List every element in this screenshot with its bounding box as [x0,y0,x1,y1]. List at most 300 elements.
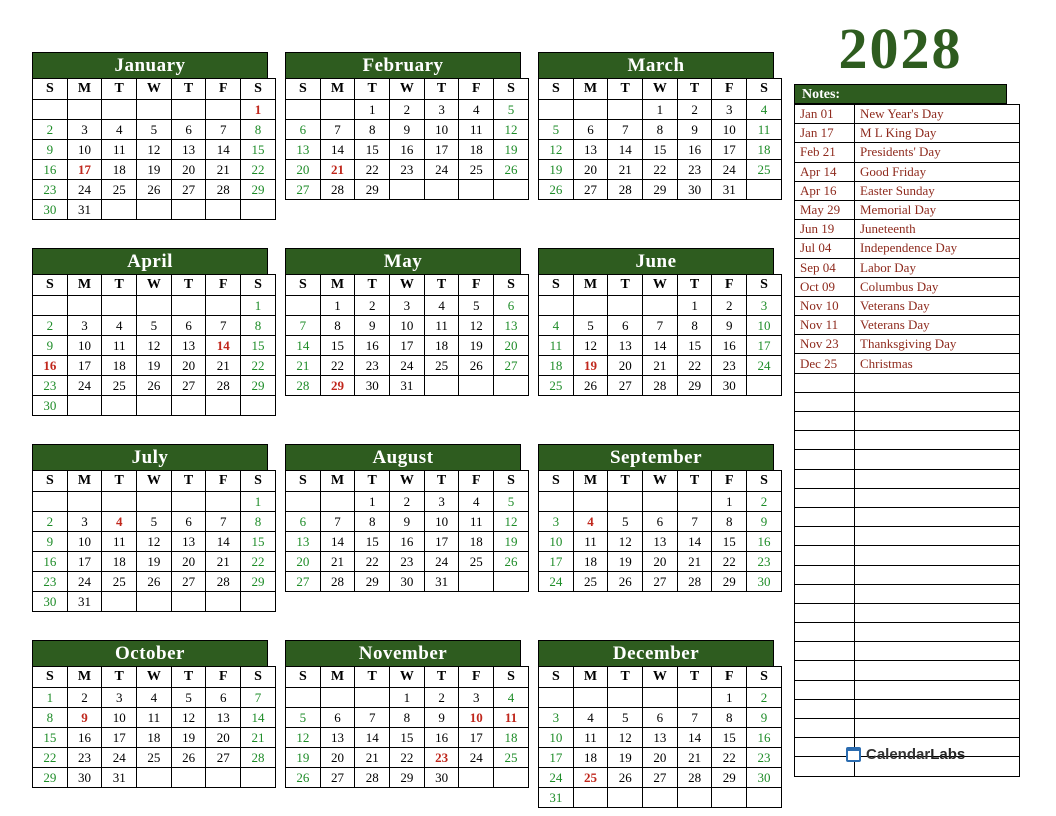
day-cell[interactable]: 26 [137,572,172,592]
day-cell[interactable]: 7 [355,708,390,728]
day-cell[interactable]: 9 [67,708,102,728]
day-cell[interactable]: 28 [206,180,241,200]
day-cell[interactable]: 29 [677,376,712,396]
day-cell[interactable]: 3 [424,492,459,512]
day-cell[interactable]: 1 [241,296,276,316]
day-cell[interactable]: 10 [67,140,102,160]
day-cell[interactable]: 5 [137,316,172,336]
day-cell[interactable]: 25 [573,572,608,592]
day-cell[interactable]: 3 [424,100,459,120]
day-cell[interactable]: 30 [67,768,102,788]
note-name[interactable]: Veterans Day [855,296,1020,315]
day-cell[interactable]: 10 [390,316,425,336]
day-cell[interactable]: 24 [67,572,102,592]
day-cell[interactable]: 22 [320,356,355,376]
day-cell[interactable]: 2 [33,316,68,336]
day-cell[interactable]: 21 [320,160,355,180]
note-date[interactable] [795,565,855,584]
day-cell[interactable]: 18 [102,160,137,180]
note-date[interactable] [795,680,855,699]
day-cell[interactable]: 16 [747,532,782,552]
day-cell[interactable]: 29 [390,768,425,788]
note-name[interactable] [855,488,1020,507]
day-cell[interactable]: 25 [137,748,172,768]
day-cell[interactable]: 9 [390,512,425,532]
note-name[interactable]: Veterans Day [855,316,1020,335]
day-cell[interactable]: 30 [747,572,782,592]
day-cell[interactable]: 24 [712,160,747,180]
day-cell[interactable]: 6 [494,296,529,316]
note-date[interactable] [795,469,855,488]
day-cell[interactable]: 3 [67,316,102,336]
day-cell[interactable]: 3 [102,688,137,708]
day-cell[interactable]: 10 [102,708,137,728]
day-cell[interactable]: 21 [320,552,355,572]
note-date[interactable]: Nov 23 [795,335,855,354]
day-cell[interactable]: 25 [102,376,137,396]
day-cell[interactable]: 18 [102,356,137,376]
day-cell[interactable]: 6 [643,708,678,728]
day-cell[interactable]: 25 [573,768,608,788]
day-cell[interactable]: 16 [33,356,68,376]
day-cell[interactable]: 20 [573,160,608,180]
day-cell[interactable]: 20 [286,552,321,572]
day-cell[interactable]: 30 [390,572,425,592]
day-cell[interactable]: 4 [459,492,494,512]
day-cell[interactable]: 15 [320,336,355,356]
day-cell[interactable]: 13 [171,336,206,356]
day-cell[interactable]: 7 [677,708,712,728]
note-name[interactable]: New Year's Day [855,105,1020,124]
day-cell[interactable]: 26 [494,160,529,180]
day-cell[interactable]: 23 [390,552,425,572]
note-date[interactable]: Jun 19 [795,220,855,239]
day-cell[interactable]: 25 [747,160,782,180]
day-cell[interactable]: 19 [608,748,643,768]
note-name[interactable] [855,450,1020,469]
day-cell[interactable]: 30 [747,768,782,788]
day-cell[interactable]: 15 [643,140,678,160]
day-cell[interactable]: 1 [33,688,68,708]
day-cell[interactable]: 12 [459,316,494,336]
day-cell[interactable]: 12 [494,120,529,140]
day-cell[interactable]: 15 [712,532,747,552]
day-cell[interactable]: 31 [712,180,747,200]
day-cell[interactable]: 2 [33,512,68,532]
day-cell[interactable]: 22 [712,748,747,768]
day-cell[interactable]: 4 [494,688,529,708]
day-cell[interactable]: 3 [539,512,574,532]
day-cell[interactable]: 29 [712,768,747,788]
day-cell[interactable]: 11 [494,708,529,728]
day-cell[interactable]: 30 [33,200,68,220]
day-cell[interactable]: 16 [390,140,425,160]
day-cell[interactable]: 21 [608,160,643,180]
day-cell[interactable]: 20 [171,160,206,180]
day-cell[interactable]: 31 [539,788,574,808]
day-cell[interactable]: 10 [539,532,574,552]
day-cell[interactable]: 18 [573,552,608,572]
day-cell[interactable]: 22 [241,160,276,180]
day-cell[interactable]: 11 [459,120,494,140]
day-cell[interactable]: 27 [494,356,529,376]
day-cell[interactable]: 3 [67,512,102,532]
day-cell[interactable]: 8 [355,120,390,140]
day-cell[interactable]: 29 [355,180,390,200]
day-cell[interactable]: 27 [171,376,206,396]
day-cell[interactable]: 18 [459,532,494,552]
day-cell[interactable]: 7 [320,120,355,140]
day-cell[interactable]: 27 [608,376,643,396]
note-name[interactable] [855,642,1020,661]
day-cell[interactable]: 21 [241,728,276,748]
day-cell[interactable]: 5 [494,492,529,512]
day-cell[interactable]: 28 [677,768,712,788]
note-date[interactable]: May 29 [795,200,855,219]
day-cell[interactable]: 13 [171,140,206,160]
day-cell[interactable]: 24 [67,180,102,200]
day-cell[interactable]: 1 [355,492,390,512]
note-name[interactable]: M L King Day [855,124,1020,143]
day-cell[interactable]: 21 [643,356,678,376]
day-cell[interactable]: 27 [171,180,206,200]
day-cell[interactable]: 22 [241,552,276,572]
note-date[interactable] [795,584,855,603]
day-cell[interactable]: 6 [171,316,206,336]
note-date[interactable] [795,392,855,411]
day-cell[interactable]: 19 [459,336,494,356]
day-cell[interactable]: 22 [677,356,712,376]
day-cell[interactable]: 17 [67,160,102,180]
day-cell[interactable]: 26 [539,180,574,200]
day-cell[interactable]: 21 [355,748,390,768]
day-cell[interactable]: 27 [171,572,206,592]
note-date[interactable] [795,719,855,738]
note-date[interactable] [795,623,855,642]
day-cell[interactable]: 26 [171,748,206,768]
day-cell[interactable]: 19 [539,160,574,180]
day-cell[interactable]: 22 [355,160,390,180]
day-cell[interactable]: 30 [355,376,390,396]
day-cell[interactable]: 7 [677,512,712,532]
day-cell[interactable]: 4 [573,512,608,532]
day-cell[interactable]: 19 [573,356,608,376]
day-cell[interactable]: 15 [241,532,276,552]
day-cell[interactable]: 29 [355,572,390,592]
day-cell[interactable]: 4 [573,708,608,728]
day-cell[interactable]: 27 [286,180,321,200]
day-cell[interactable]: 22 [390,748,425,768]
day-cell[interactable]: 7 [206,316,241,336]
day-cell[interactable]: 26 [608,768,643,788]
day-cell[interactable]: 2 [424,688,459,708]
day-cell[interactable]: 4 [137,688,172,708]
day-cell[interactable]: 13 [171,532,206,552]
day-cell[interactable]: 2 [677,100,712,120]
day-cell[interactable]: 17 [539,748,574,768]
day-cell[interactable]: 8 [241,316,276,336]
day-cell[interactable]: 24 [539,572,574,592]
day-cell[interactable]: 5 [608,512,643,532]
day-cell[interactable]: 8 [712,708,747,728]
day-cell[interactable]: 20 [171,356,206,376]
day-cell[interactable]: 26 [494,552,529,572]
day-cell[interactable]: 14 [677,532,712,552]
day-cell[interactable]: 9 [390,120,425,140]
day-cell[interactable]: 31 [67,592,102,612]
day-cell[interactable]: 28 [206,376,241,396]
day-cell[interactable]: 28 [320,180,355,200]
day-cell[interactable]: 22 [712,552,747,572]
day-cell[interactable]: 28 [320,572,355,592]
day-cell[interactable]: 9 [33,140,68,160]
day-cell[interactable]: 23 [712,356,747,376]
day-cell[interactable]: 5 [137,512,172,532]
day-cell[interactable]: 10 [67,336,102,356]
day-cell[interactable]: 20 [206,728,241,748]
day-cell[interactable]: 11 [102,532,137,552]
day-cell[interactable]: 9 [355,316,390,336]
day-cell[interactable]: 14 [241,708,276,728]
day-cell[interactable]: 30 [677,180,712,200]
day-cell[interactable]: 24 [67,376,102,396]
day-cell[interactable]: 7 [608,120,643,140]
day-cell[interactable]: 19 [286,748,321,768]
day-cell[interactable]: 25 [494,748,529,768]
day-cell[interactable]: 12 [608,728,643,748]
day-cell[interactable]: 2 [355,296,390,316]
day-cell[interactable]: 14 [677,728,712,748]
day-cell[interactable]: 28 [355,768,390,788]
day-cell[interactable]: 12 [137,532,172,552]
day-cell[interactable]: 28 [241,748,276,768]
day-cell[interactable]: 6 [286,512,321,532]
day-cell[interactable]: 31 [424,572,459,592]
day-cell[interactable]: 19 [494,140,529,160]
day-cell[interactable]: 21 [206,356,241,376]
day-cell[interactable]: 4 [539,316,574,336]
day-cell[interactable]: 13 [573,140,608,160]
note-name[interactable] [855,431,1020,450]
note-name[interactable] [855,699,1020,718]
day-cell[interactable]: 26 [608,572,643,592]
day-cell[interactable]: 3 [459,688,494,708]
day-cell[interactable]: 1 [712,492,747,512]
day-cell[interactable]: 26 [573,376,608,396]
day-cell[interactable]: 27 [320,768,355,788]
day-cell[interactable]: 19 [608,552,643,572]
day-cell[interactable]: 7 [320,512,355,532]
day-cell[interactable]: 9 [424,708,459,728]
day-cell[interactable]: 26 [137,376,172,396]
day-cell[interactable]: 29 [241,180,276,200]
day-cell[interactable]: 3 [67,120,102,140]
day-cell[interactable]: 25 [459,160,494,180]
day-cell[interactable]: 17 [539,552,574,572]
day-cell[interactable]: 12 [137,336,172,356]
day-cell[interactable]: 15 [677,336,712,356]
note-name[interactable]: Columbus Day [855,277,1020,296]
day-cell[interactable]: 21 [677,748,712,768]
day-cell[interactable]: 19 [137,356,172,376]
day-cell[interactable]: 9 [712,316,747,336]
day-cell[interactable]: 27 [643,768,678,788]
day-cell[interactable]: 23 [747,748,782,768]
day-cell[interactable]: 11 [573,532,608,552]
day-cell[interactable]: 24 [424,160,459,180]
day-cell[interactable]: 16 [355,336,390,356]
day-cell[interactable]: 23 [424,748,459,768]
day-cell[interactable]: 1 [241,492,276,512]
note-date[interactable]: Dec 25 [795,354,855,373]
day-cell[interactable]: 21 [206,160,241,180]
note-date[interactable] [795,527,855,546]
day-cell[interactable]: 17 [747,336,782,356]
day-cell[interactable]: 6 [608,316,643,336]
day-cell[interactable]: 11 [747,120,782,140]
day-cell[interactable]: 26 [286,768,321,788]
day-cell[interactable]: 17 [424,532,459,552]
day-cell[interactable]: 31 [390,376,425,396]
day-cell[interactable]: 9 [33,336,68,356]
day-cell[interactable]: 23 [33,572,68,592]
day-cell[interactable]: 23 [67,748,102,768]
note-name[interactable] [855,623,1020,642]
day-cell[interactable]: 4 [459,100,494,120]
day-cell[interactable]: 8 [320,316,355,336]
note-name[interactable]: Christmas [855,354,1020,373]
note-date[interactable]: Oct 09 [795,277,855,296]
day-cell[interactable]: 4 [424,296,459,316]
day-cell[interactable]: 3 [390,296,425,316]
day-cell[interactable]: 22 [241,356,276,376]
day-cell[interactable]: 15 [241,336,276,356]
note-date[interactable] [795,661,855,680]
day-cell[interactable]: 20 [286,160,321,180]
day-cell[interactable]: 20 [494,336,529,356]
day-cell[interactable]: 29 [643,180,678,200]
day-cell[interactable]: 11 [424,316,459,336]
day-cell[interactable]: 13 [320,728,355,748]
day-cell[interactable]: 23 [677,160,712,180]
day-cell[interactable]: 25 [539,376,574,396]
note-name[interactable] [855,680,1020,699]
note-date[interactable]: Nov 10 [795,296,855,315]
day-cell[interactable]: 15 [355,532,390,552]
day-cell[interactable]: 15 [33,728,68,748]
day-cell[interactable]: 22 [33,748,68,768]
day-cell[interactable]: 18 [137,728,172,748]
note-date[interactable] [795,699,855,718]
day-cell[interactable]: 24 [424,552,459,572]
day-cell[interactable]: 29 [33,768,68,788]
day-cell[interactable]: 12 [171,708,206,728]
day-cell[interactable]: 17 [67,552,102,572]
note-date[interactable]: Sep 04 [795,258,855,277]
note-date[interactable] [795,488,855,507]
day-cell[interactable]: 29 [712,572,747,592]
day-cell[interactable]: 7 [286,316,321,336]
day-cell[interactable]: 28 [643,376,678,396]
note-date[interactable] [795,412,855,431]
day-cell[interactable]: 20 [643,748,678,768]
day-cell[interactable]: 8 [355,512,390,532]
day-cell[interactable]: 4 [102,512,137,532]
day-cell[interactable]: 16 [390,532,425,552]
day-cell[interactable]: 27 [286,572,321,592]
note-name[interactable] [855,373,1020,392]
day-cell[interactable]: 13 [286,140,321,160]
day-cell[interactable]: 14 [320,532,355,552]
day-cell[interactable]: 7 [241,688,276,708]
day-cell[interactable]: 1 [355,100,390,120]
day-cell[interactable]: 22 [643,160,678,180]
day-cell[interactable]: 31 [102,768,137,788]
day-cell[interactable]: 2 [712,296,747,316]
day-cell[interactable]: 5 [608,708,643,728]
day-cell[interactable]: 29 [320,376,355,396]
day-cell[interactable]: 13 [494,316,529,336]
day-cell[interactable]: 21 [206,552,241,572]
day-cell[interactable]: 24 [747,356,782,376]
day-cell[interactable]: 4 [747,100,782,120]
note-name[interactable]: Independence Day [855,239,1020,258]
day-cell[interactable]: 18 [539,356,574,376]
note-date[interactable]: Apr 16 [795,181,855,200]
day-cell[interactable]: 11 [102,336,137,356]
day-cell[interactable]: 5 [459,296,494,316]
note-name[interactable] [855,661,1020,680]
day-cell[interactable]: 24 [459,748,494,768]
day-cell[interactable]: 4 [102,120,137,140]
day-cell[interactable]: 18 [102,552,137,572]
day-cell[interactable]: 21 [677,552,712,572]
day-cell[interactable]: 30 [712,376,747,396]
day-cell[interactable]: 20 [171,552,206,572]
day-cell[interactable]: 17 [390,336,425,356]
note-date[interactable] [795,450,855,469]
day-cell[interactable]: 25 [102,180,137,200]
day-cell[interactable]: 16 [747,728,782,748]
day-cell[interactable]: 10 [424,120,459,140]
day-cell[interactable]: 18 [494,728,529,748]
day-cell[interactable]: 14 [608,140,643,160]
day-cell[interactable]: 11 [137,708,172,728]
day-cell[interactable]: 13 [608,336,643,356]
day-cell[interactable]: 10 [424,512,459,532]
day-cell[interactable]: 2 [747,492,782,512]
day-cell[interactable]: 23 [390,160,425,180]
day-cell[interactable]: 16 [33,552,68,572]
day-cell[interactable]: 8 [241,512,276,532]
day-cell[interactable]: 12 [539,140,574,160]
day-cell[interactable]: 30 [424,768,459,788]
day-cell[interactable]: 3 [747,296,782,316]
day-cell[interactable]: 5 [137,120,172,140]
day-cell[interactable]: 12 [494,512,529,532]
note-date[interactable]: Nov 11 [795,316,855,335]
note-name[interactable] [855,507,1020,526]
day-cell[interactable]: 17 [424,140,459,160]
day-cell[interactable]: 27 [573,180,608,200]
day-cell[interactable]: 14 [320,140,355,160]
day-cell[interactable]: 27 [643,572,678,592]
day-cell[interactable]: 3 [539,708,574,728]
note-date[interactable] [795,431,855,450]
day-cell[interactable]: 10 [67,532,102,552]
calendarlabs-logo[interactable] [846,746,965,763]
day-cell[interactable]: 23 [747,552,782,572]
